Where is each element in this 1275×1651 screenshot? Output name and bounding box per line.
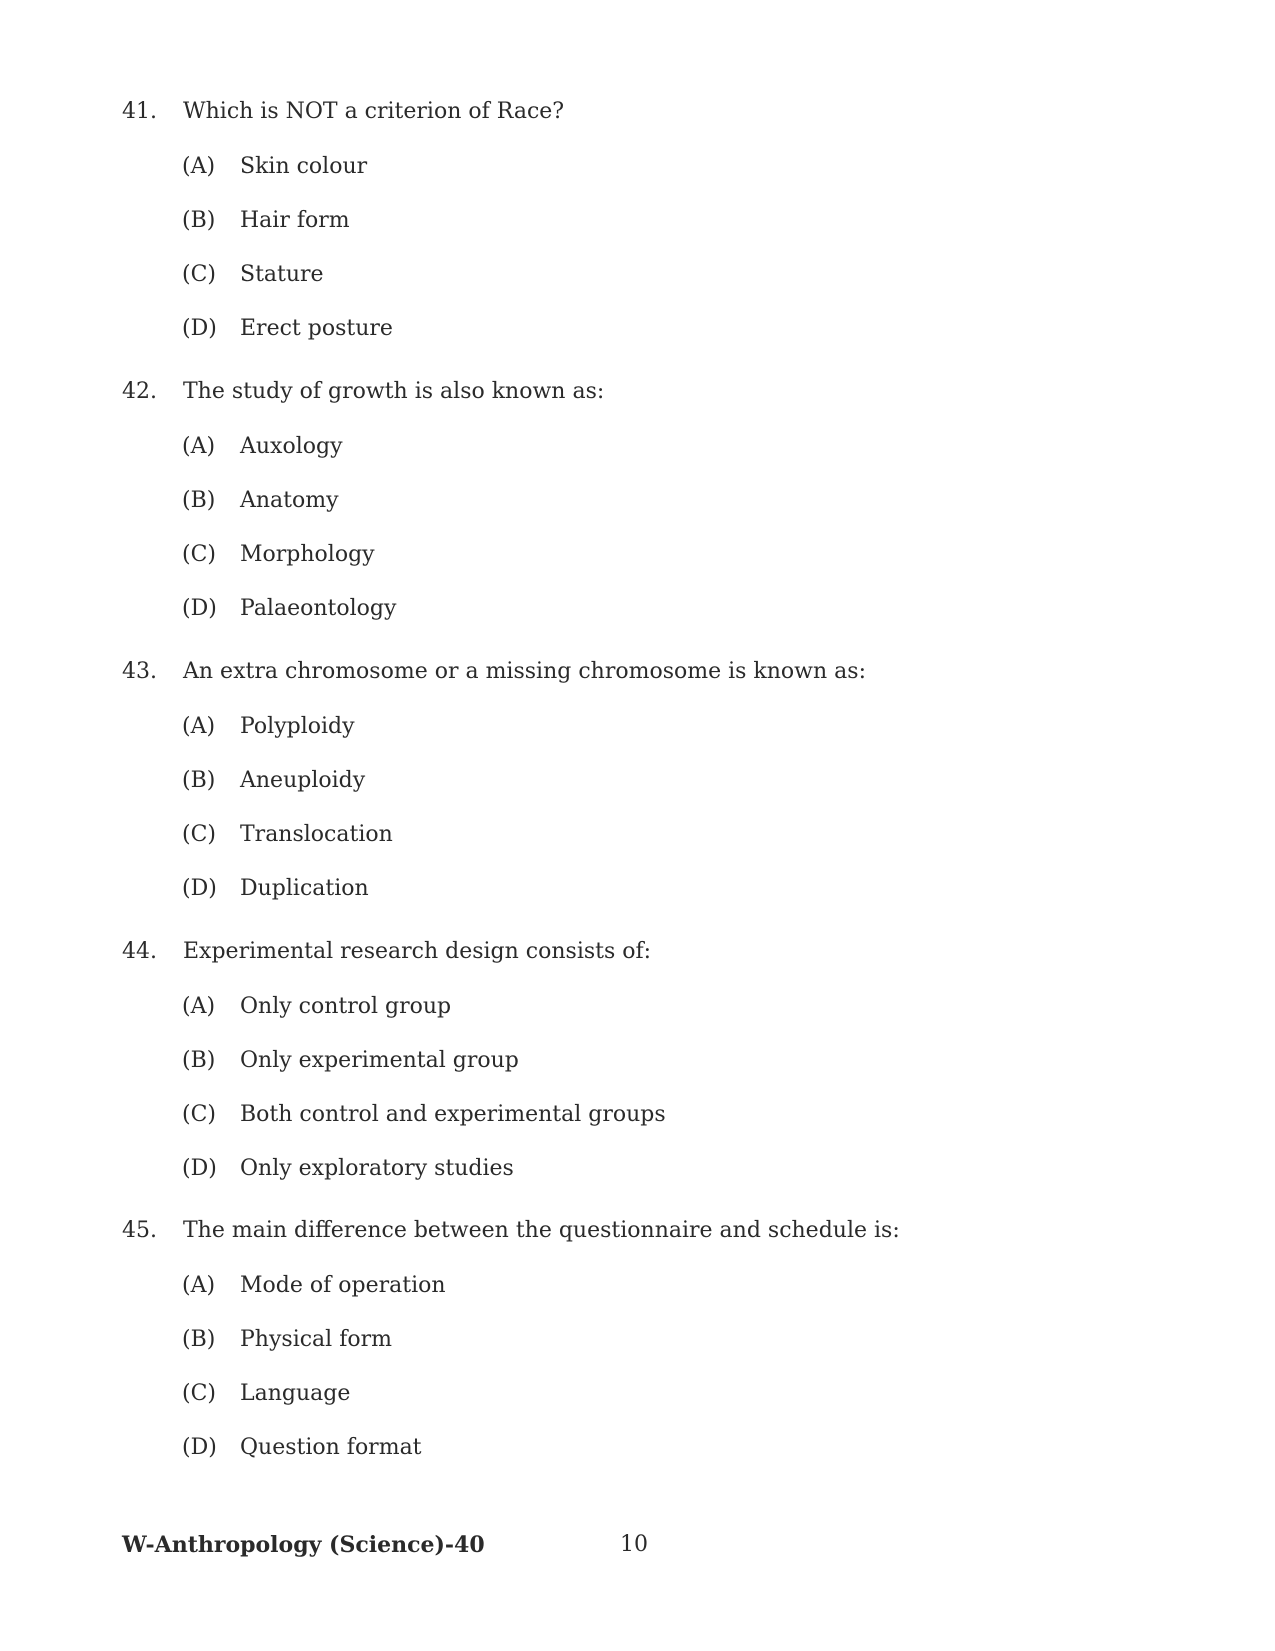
option-text: Hair form <box>240 208 350 233</box>
paper-code: W-Anthropology (Science)-40 <box>122 1532 485 1558</box>
option-letter: (A) <box>182 154 216 179</box>
question-number: 42. <box>122 379 157 404</box>
option-letter: (A) <box>182 994 216 1019</box>
option-letter: (C) <box>182 542 216 567</box>
option-letter: (B) <box>182 208 216 233</box>
option-letter: (C) <box>182 822 216 847</box>
option-letter: (A) <box>182 1273 216 1298</box>
option-text: Palaeontology <box>240 596 397 621</box>
option-text: Translocation <box>240 822 393 847</box>
option-letter: (D) <box>182 596 217 621</box>
option-letter: (B) <box>182 768 216 793</box>
option-text: Erect posture <box>240 316 393 341</box>
option-text: Language <box>240 1381 351 1406</box>
question-text: The study of growth is also known as: <box>183 379 605 404</box>
option-letter: (C) <box>182 262 216 287</box>
option-letter: (B) <box>182 1327 216 1352</box>
option-text: Only experimental group <box>240 1048 519 1073</box>
question-number: 45. <box>122 1218 157 1243</box>
option-text: Skin colour <box>240 154 368 179</box>
page-number: 10 <box>620 1532 648 1557</box>
question-number: 41. <box>122 99 157 124</box>
option-letter: (B) <box>182 1048 216 1073</box>
option-letter: (B) <box>182 488 216 513</box>
option-letter: (D) <box>182 316 217 341</box>
question-text: Which is NOT a criterion of Race? <box>183 99 565 124</box>
question-text: Experimental research design consists of: <box>183 939 652 964</box>
option-text: Morphology <box>240 542 375 567</box>
option-text: Physical form <box>240 1327 392 1352</box>
option-text: Mode of operation <box>240 1273 446 1298</box>
option-text: Aneuploidy <box>240 768 366 793</box>
question-number: 43. <box>122 659 157 684</box>
option-text: Question format <box>240 1435 422 1460</box>
option-text: Polyploidy <box>240 714 355 739</box>
option-letter: (D) <box>182 1435 217 1460</box>
option-letter: (D) <box>182 1156 217 1181</box>
option-letter: (C) <box>182 1102 216 1127</box>
option-letter: (A) <box>182 714 216 739</box>
option-text: Auxology <box>240 434 343 459</box>
option-text: Only control group <box>240 994 452 1019</box>
option-text: Stature <box>240 262 324 287</box>
question-number: 44. <box>122 939 157 964</box>
option-text: Only exploratory studies <box>240 1156 514 1181</box>
question-text: An extra chromosome or a missing chromosome is known as: <box>183 659 866 684</box>
option-letter: (D) <box>182 876 217 901</box>
option-text: Duplication <box>240 876 369 901</box>
option-text: Anatomy <box>240 488 339 513</box>
question-text: The main difference between the questionnaire and schedule is: <box>183 1218 900 1243</box>
option-letter: (A) <box>182 434 216 459</box>
option-text: Both control and experimental groups <box>240 1102 666 1127</box>
option-letter: (C) <box>182 1381 216 1406</box>
